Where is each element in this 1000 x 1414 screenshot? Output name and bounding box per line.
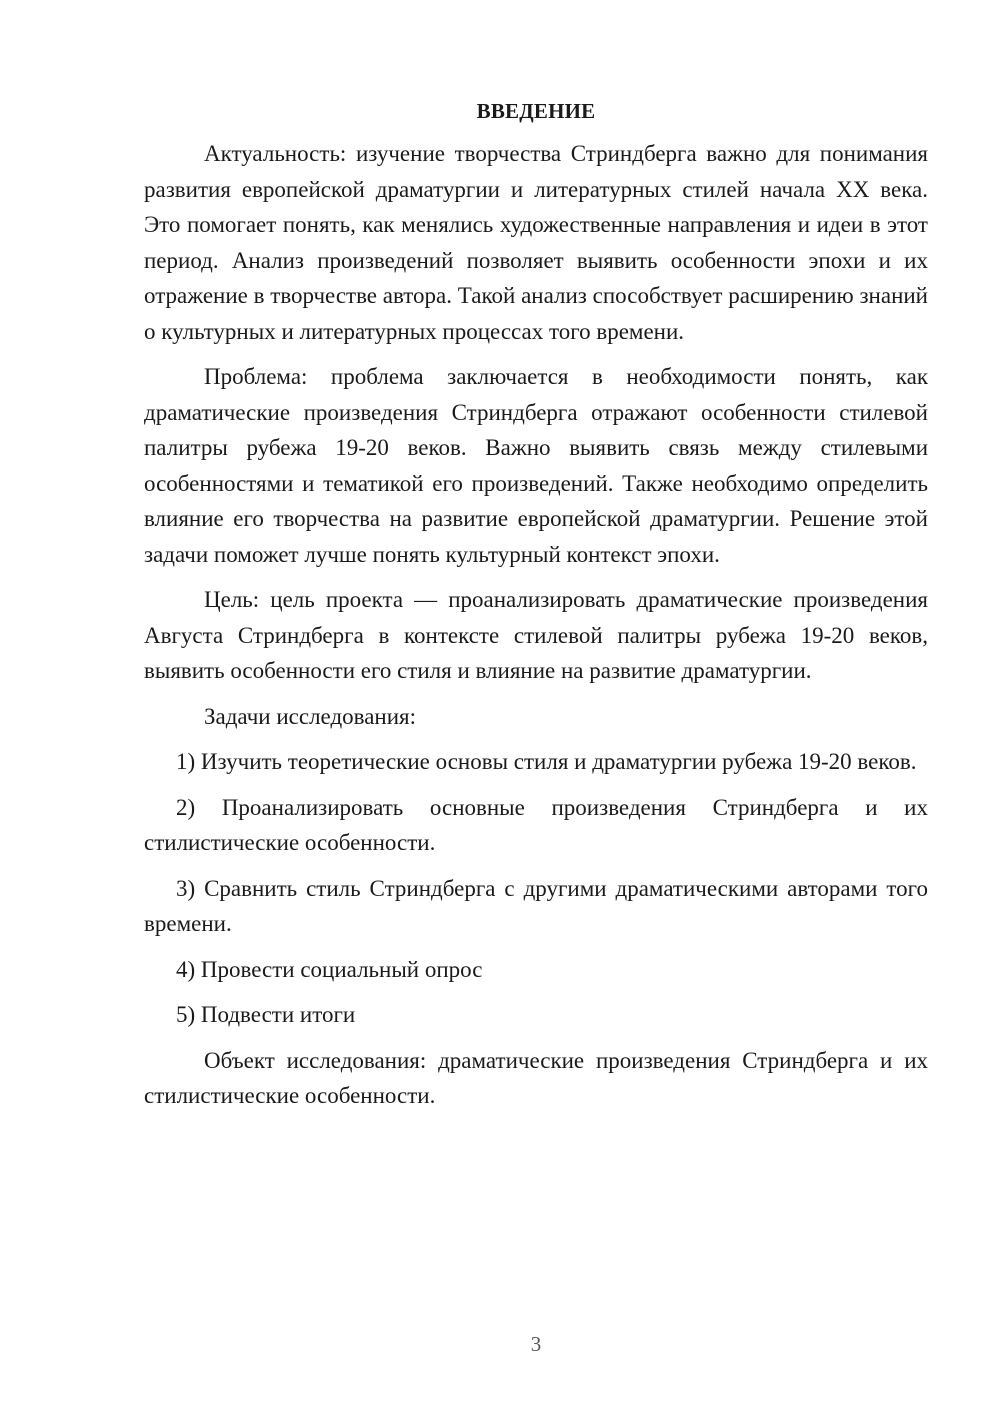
task-item: 4) Провести социальный опрос <box>176 956 483 982</box>
problem-paragraph: Проблема: проблема заключается в необходимости понять, как драматические произведения Стриндберга отражают особенности стилевой палитры рубежа 19-20 веков. Важно выявить связь между стилевыми особенностями и тематикой его произведений. Также необходимо определить влияние его творчества на развитие европейской драматургии. Решение этой задачи поможет лучше понять культурный контекст эпохи. <box>144 364 928 567</box>
relevance-paragraph: Актуальность: изучение творчества Стриндберга важно для понимания развития европейской драматургии и литературных стилей начала XX века. Это помогает понять, как менялись художественные направления и идеи в этот период. Анализ произведений позволяет выявить особенности эпохи и их отражение в творчестве автора. Такой анализ способствует расширению знаний о культурных и литературных процессах того времени. <box>144 141 928 344</box>
task-item: 2) Проанализировать основные произведения Стриндберга и их стилистические особенности. <box>144 794 928 855</box>
task-item: 5) Подвести итоги <box>176 1002 356 1027</box>
tasks-list <box>144 744 928 1033</box>
object-paragraph: Объект исследования: драматические произведения Стриндберга и их стилистические особенности. <box>144 1047 928 1108</box>
tasks-label: Задачи исследования: <box>204 703 417 729</box>
section-heading: ВВЕДЕНИЕ <box>476 99 596 123</box>
page-number: 3 <box>530 1332 542 1356</box>
task-item: 1) Изучить теоретические основы стиля и драматургии рубежа 19-20 веков. <box>176 749 917 774</box>
task-item: 3) Сравнить стиль Стриндберга с другими драматическими авторами того времени. <box>144 875 928 936</box>
page-content <box>144 96 928 1124</box>
goal-paragraph: Цель: цель проекта — проанализировать драматические произведения Августа Стриндберга в контексте стилевой палитры рубежа 19-20 веков, выявить особенности его стиля и влияние на развитие драматургии. <box>144 587 928 683</box>
